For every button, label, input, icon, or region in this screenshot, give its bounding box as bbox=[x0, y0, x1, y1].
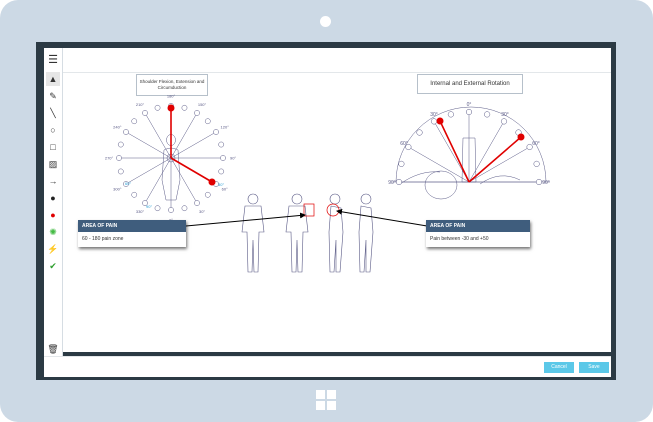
body-figure-back bbox=[286, 194, 308, 272]
rotation-dial bbox=[392, 107, 550, 199]
pointer-tool-icon[interactable]: ▲ bbox=[46, 72, 60, 86]
pain-area-circle bbox=[327, 204, 339, 216]
rotation-red-line-right bbox=[469, 137, 521, 182]
rotation-dial-dot bbox=[448, 112, 454, 118]
arrow-tool-icon[interactable]: → bbox=[48, 176, 58, 186]
shoulder-dial-dot bbox=[213, 129, 218, 134]
rotation-figure-head bbox=[425, 171, 457, 199]
rotation-ray bbox=[434, 121, 469, 182]
rotation-degree-label: 90° bbox=[542, 180, 550, 186]
shoulder-degree-label: 60° bbox=[221, 186, 228, 192]
pain-arrow-right bbox=[337, 211, 427, 226]
shoulder-red-line-right bbox=[171, 158, 212, 182]
shoulder-red-dot-right bbox=[209, 179, 216, 186]
rotation-dial-dot bbox=[534, 161, 540, 167]
circle-tool-icon[interactable]: ○ bbox=[50, 125, 56, 135]
lightning-icon[interactable]: ⚡ bbox=[47, 243, 59, 254]
shoulder-degree-label: 180° bbox=[166, 93, 176, 99]
rotation-red-dot-left bbox=[437, 118, 444, 125]
pencil-tool-icon[interactable]: ✎ bbox=[49, 90, 57, 101]
pain-card-left-body: 60 - 180 pain zone bbox=[82, 236, 124, 242]
shoulder-degree-label: 150° bbox=[197, 101, 207, 107]
menu-icon[interactable]: ☰ bbox=[48, 53, 58, 66]
pain-card-right-body: Pain between -30 and +50 bbox=[430, 236, 489, 242]
rotation-dial-dot bbox=[466, 109, 472, 115]
rotation-red-dot-right bbox=[518, 134, 525, 141]
rotation-degree-label: 0° bbox=[466, 102, 472, 108]
pain-card-right[interactable] bbox=[426, 220, 530, 247]
shoulder-dial-dot bbox=[182, 105, 187, 110]
shoulder-ray bbox=[171, 113, 197, 158]
shoulder-dial-dot bbox=[116, 155, 121, 160]
shoulder-dial-dot bbox=[219, 142, 224, 147]
rotation-dial-dot bbox=[431, 119, 437, 125]
shoulder-extra-label: 60° bbox=[125, 181, 132, 186]
shoulder-ray bbox=[145, 113, 171, 158]
shoulder-dial-dot bbox=[168, 207, 173, 212]
green-marker-icon[interactable]: ✺ bbox=[49, 226, 57, 237]
body-silhouettes bbox=[242, 194, 373, 272]
red-marker-icon[interactable]: ● bbox=[50, 210, 56, 220]
rotation-dial-dot bbox=[536, 179, 542, 185]
rotation-ray bbox=[469, 121, 504, 182]
rotation-degree-label: 30° bbox=[430, 112, 438, 118]
pain-card-right-header: AREA OF PAIN bbox=[426, 220, 530, 232]
rotation-dial-dot bbox=[417, 130, 423, 136]
shoulder-dial-dot bbox=[155, 105, 160, 110]
rotation-arc bbox=[396, 107, 546, 182]
shoulder-degree-label: 240° bbox=[113, 124, 122, 130]
cancel-button[interactable]: Cancel bbox=[544, 362, 574, 373]
shoulder-extra-label: 30° bbox=[218, 182, 225, 187]
shoulder-dial-dot bbox=[123, 129, 128, 134]
shoulder-dial-dot bbox=[194, 110, 199, 115]
shoulder-degree-label: 90° bbox=[229, 155, 237, 161]
rotation-degree-label: 90° bbox=[388, 180, 396, 186]
body-figure-front-1 bbox=[242, 194, 264, 272]
shoulder-dial-dot bbox=[118, 142, 123, 147]
rotation-dial-dot bbox=[399, 161, 405, 167]
shoulder-dial-dot bbox=[219, 169, 224, 174]
rotation-chart-title-text: Internal and External Rotation bbox=[430, 81, 510, 87]
shoulder-degree-label: 330° bbox=[135, 209, 145, 215]
rotation-dial-dot bbox=[484, 112, 490, 118]
trash-icon[interactable]: 🗑 bbox=[47, 343, 59, 354]
shoulder-dial-dot bbox=[142, 110, 147, 115]
shoulder-dial-dot bbox=[155, 206, 160, 211]
rotation-dial-dot bbox=[501, 119, 507, 125]
shoulder-ray bbox=[126, 158, 171, 184]
shoulder-red-dot-top bbox=[168, 105, 175, 112]
rotation-dial-dot bbox=[396, 179, 402, 185]
rotation-ray bbox=[469, 147, 530, 182]
shoulder-dial-dot bbox=[220, 155, 225, 160]
pain-card-left[interactable] bbox=[78, 220, 186, 247]
body-figure-side-2 bbox=[359, 194, 373, 272]
shoulder-degree-label: 300° bbox=[113, 186, 122, 192]
shoulder-degree-label: 30° bbox=[198, 209, 206, 215]
shoulder-dial-dot bbox=[194, 200, 199, 205]
checkmark-icon[interactable]: ✔ bbox=[49, 260, 57, 271]
footer-bar bbox=[44, 356, 611, 377]
shoulder-dial-dot bbox=[182, 206, 187, 211]
shoulder-chart-title-text: Shoulder Flexion, Extension and Circumduction bbox=[139, 79, 205, 90]
shoulder-degree-label: 270° bbox=[104, 155, 114, 161]
rotation-degree-label: 60° bbox=[532, 141, 540, 147]
shoulder-ray bbox=[171, 132, 216, 158]
rotation-degree-label: 30° bbox=[501, 112, 509, 118]
shoulder-degree-label: 120° bbox=[220, 124, 229, 130]
shoulder-dial-dot bbox=[132, 192, 137, 197]
rectangle-tool-icon[interactable]: □ bbox=[50, 142, 56, 152]
shoulder-dial-dot bbox=[205, 192, 210, 197]
shoulder-dial-dot bbox=[118, 169, 123, 174]
shoulder-extra-label: 90° bbox=[146, 204, 153, 209]
body-figure-side-1 bbox=[329, 194, 343, 272]
pain-card-left-header: AREA OF PAIN bbox=[78, 220, 186, 232]
comment-tool-icon[interactable]: ● bbox=[50, 193, 56, 203]
image-tool-icon[interactable]: ▨ bbox=[48, 158, 58, 169]
line-tool-icon[interactable]: ╲ bbox=[50, 107, 56, 118]
shoulder-dial-dot bbox=[132, 119, 137, 124]
save-button[interactable]: Save bbox=[579, 362, 609, 373]
rotation-degree-label: 60° bbox=[400, 141, 408, 147]
shoulder-ray bbox=[145, 158, 171, 203]
shoulder-degree-label: 210° bbox=[135, 101, 145, 107]
shoulder-ray bbox=[126, 132, 171, 158]
rotation-red-line-left bbox=[440, 121, 469, 182]
shoulder-dial-dot bbox=[205, 119, 210, 124]
